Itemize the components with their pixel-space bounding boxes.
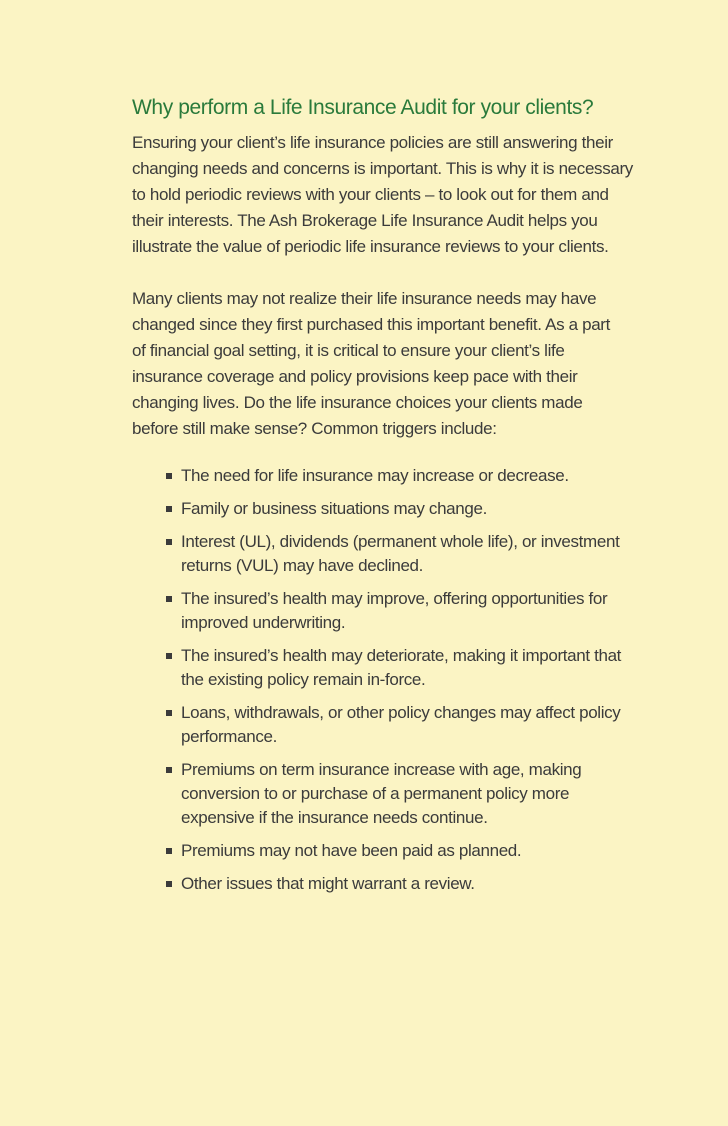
list-item-line: The need for life insurance may increase or decrease. [181, 466, 569, 485]
list-item-line: the existing policy remain in-force. [181, 670, 426, 689]
list-item [166, 587, 632, 635]
list-item [166, 872, 632, 896]
square-bullet-icon [166, 767, 172, 773]
triggers-list [132, 464, 632, 896]
paragraph-line: of financial goal setting, it is critical to ensure your client’s life [132, 341, 565, 360]
list-item [166, 758, 632, 830]
list-item-line: The insured’s health may improve, offering opportunities for [181, 589, 608, 608]
list-item [166, 839, 632, 863]
square-bullet-icon [166, 710, 172, 716]
section-heading: Why perform a Life Insurance Audit for your clients? [132, 96, 594, 119]
paragraph-line: their interests. The Ash Brokerage Life Insurance Audit helps you [132, 211, 598, 230]
list-item [166, 497, 632, 521]
square-bullet-icon [166, 596, 172, 602]
paragraph-line: Many clients may not realize their life insurance needs may have [132, 289, 597, 308]
square-bullet-icon [166, 881, 172, 887]
list-item-line: Other issues that might warrant a review. [181, 874, 475, 893]
paragraph-line: to hold periodic reviews with your clients – to look out for them and [132, 185, 609, 204]
list-item-line: Family or business situations may change. [181, 499, 487, 518]
paragraph-line: changed since they first purchased this important benefit. As a part [132, 315, 610, 334]
list-item-line: Interest (UL), dividends (permanent whole life), or investment [181, 532, 620, 551]
intro-paragraph [132, 130, 632, 260]
list-item-line: conversion to or purchase of a permanent policy more [181, 784, 570, 803]
list-item-line: performance. [181, 727, 277, 746]
list-item-line: The insured’s health may deteriorate, making it important that [181, 646, 622, 665]
list-item-line: improved underwriting. [181, 613, 346, 632]
paragraph-line: illustrate the value of periodic life insurance reviews to your clients. [132, 237, 609, 256]
list-item-line: Premiums may not have been paid as planned. [181, 841, 522, 860]
list-item [166, 530, 632, 578]
list-item-line: Loans, withdrawals, or other policy changes may affect policy [181, 703, 621, 722]
list-item [166, 701, 632, 749]
list-item-line: returns (VUL) may have declined. [181, 556, 424, 575]
square-bullet-icon [166, 506, 172, 512]
paragraph-line: changing lives. Do the life insurance choices your clients made [132, 393, 583, 412]
square-bullet-icon [166, 473, 172, 479]
list-item [166, 644, 632, 692]
list-item-line: expensive if the insurance needs continue. [181, 808, 488, 827]
triggers-paragraph [132, 286, 632, 442]
paragraph-line: Ensuring your client’s life insurance policies are still answering their [132, 133, 613, 152]
square-bullet-icon [166, 539, 172, 545]
paragraph-line: before still make sense? Common triggers include: [132, 419, 497, 438]
paragraph-line: insurance coverage and policy provisions keep pace with their [132, 367, 578, 386]
paragraph-line: changing needs and concerns is important. This is why it is necessary [132, 159, 633, 178]
square-bullet-icon [166, 848, 172, 854]
list-item [166, 464, 632, 488]
list-item-line: Premiums on term insurance increase with age, making [181, 760, 582, 779]
square-bullet-icon [166, 653, 172, 659]
